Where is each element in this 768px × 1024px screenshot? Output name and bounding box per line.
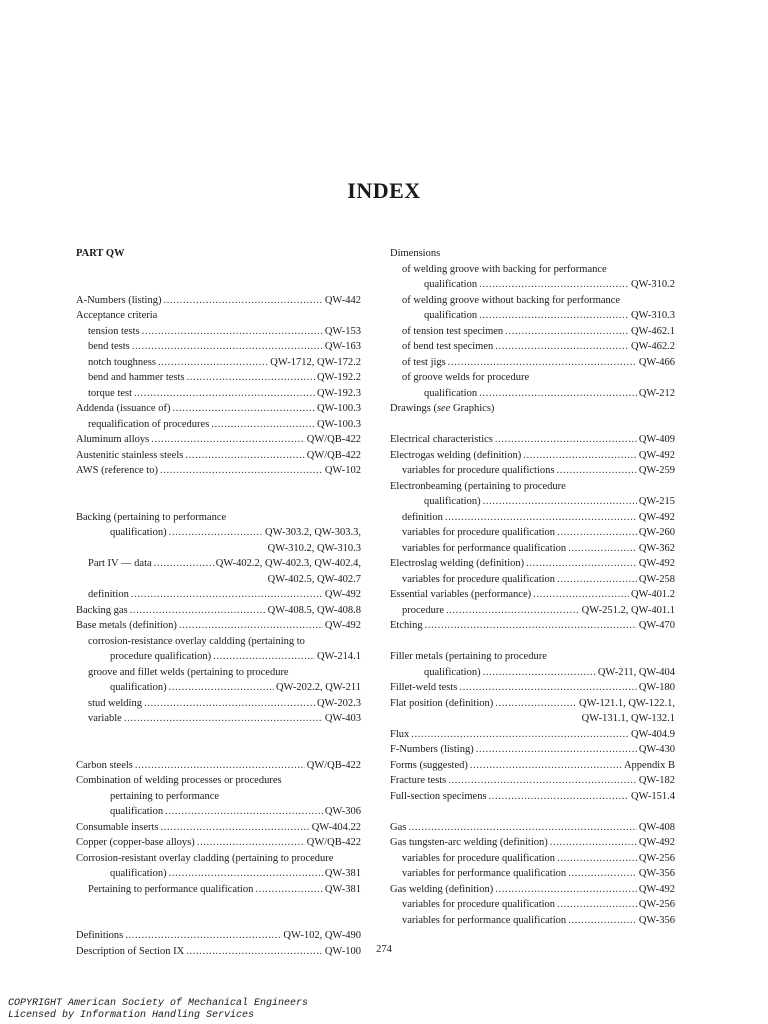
index-entry — [390, 665, 675, 681]
index-entry-reference: QW-121.1, QW-122.1, — [579, 697, 675, 709]
index-entry-reference: QW-182 — [638, 775, 675, 786]
index-entry-reference: QW-151.4 — [630, 790, 675, 802]
index-entry — [390, 603, 675, 619]
index-entry-term: variables for procedure qualification — [402, 527, 556, 538]
page-title: INDEX — [347, 178, 421, 203]
index-entry-reference: QW-202.2, QW-211 — [275, 682, 361, 693]
copyright-notice — [8, 998, 308, 1022]
dot-leader — [533, 587, 629, 603]
dot-leader — [151, 432, 305, 448]
index-entry-term: variables for performance qualification — [402, 542, 567, 554]
index-entry-reference: QW-492 — [638, 883, 675, 895]
index-subject — [76, 851, 361, 867]
index-entry-term: of test jigs — [402, 356, 446, 368]
index-entry-term: Essential variables (performance) — [390, 589, 532, 600]
dot-leader — [255, 882, 323, 898]
index-subject-text: of groove welds for procedure — [402, 372, 530, 383]
index-entry-reference: QW-100 — [324, 945, 361, 957]
dot-leader — [425, 618, 637, 634]
index-entry — [76, 711, 361, 727]
index-entry — [390, 773, 675, 789]
index-entry-reference: QW/QB-422 — [306, 449, 361, 461]
dot-leader — [489, 789, 629, 805]
index-entry-reference: QW-409 — [638, 434, 675, 445]
index-entry — [390, 448, 675, 464]
index-entry-term: F-Numbers (listing) — [390, 744, 474, 755]
dot-leader — [172, 401, 314, 417]
index-subject — [390, 479, 675, 495]
index-entry-term: Etching — [390, 620, 423, 631]
index-entry — [76, 882, 361, 898]
index-entry-term: Part IV — data — [88, 558, 152, 569]
index-entry-term: Base metals (definition) — [76, 620, 177, 631]
index-entry — [76, 866, 361, 882]
spacer — [76, 479, 361, 510]
index-entry-term: Gas tungsten-arc welding (definition) — [390, 837, 548, 848]
index-entry-term: Electrogas welding (definition) — [390, 449, 522, 461]
index-entry-term: Definitions — [76, 930, 124, 941]
index-entry-term: bend and hammer tests — [88, 372, 185, 383]
index-entry-reference: QW-408 — [638, 821, 675, 833]
index-entry — [76, 370, 361, 386]
dot-leader — [550, 835, 637, 851]
index-entry-term: qualification — [424, 279, 478, 290]
index-entry-term: of bend test specimen — [402, 341, 494, 352]
index-entry-reference: QW-492 — [638, 558, 675, 569]
dot-leader — [445, 510, 637, 526]
index-entry — [76, 556, 361, 572]
index-entry — [76, 587, 361, 603]
dot-leader — [557, 525, 637, 541]
dot-leader — [505, 324, 629, 340]
dot-leader — [568, 541, 637, 557]
index-entry-reference: QW-212 — [638, 387, 675, 399]
dot-leader — [479, 308, 629, 324]
index-subject — [390, 246, 675, 262]
index-entry-term: of tension test specimen — [402, 325, 504, 337]
index-entry — [390, 556, 675, 572]
index-entry-term: Carbon steels — [76, 759, 133, 771]
index-subject — [76, 510, 361, 526]
index-entry-term: notch toughness — [88, 356, 156, 368]
index-entry-term: Flux — [390, 728, 410, 740]
index-entry-reference: QW-466 — [638, 356, 675, 368]
dot-leader — [557, 851, 637, 867]
dot-leader — [165, 804, 323, 820]
dot-leader — [197, 835, 305, 851]
index-entry — [390, 339, 675, 355]
index-entry-reference: QW-356 — [638, 914, 675, 926]
index-entry-term: Backing gas — [76, 604, 128, 616]
index-entry-term: variables for procedure qualification — [402, 852, 556, 864]
index-entry — [76, 448, 361, 464]
index-entry — [76, 525, 361, 541]
index-subject-text: corrosion-resistance overlay caldding (pertaining to — [88, 635, 305, 647]
index-subject-text: Corrosion-resistant overlay cladding (pertaining to procedure — [76, 852, 334, 864]
index-entry-reference: QW-401.2 — [630, 589, 675, 600]
index-entry — [390, 835, 675, 851]
index-subject — [390, 401, 675, 417]
index-subject — [390, 370, 675, 386]
index-entry-term: variables for procedure qualification — [402, 899, 556, 910]
dot-leader — [144, 696, 315, 712]
index-entry-reference: QW-462.2 — [630, 341, 675, 352]
index-entry — [390, 882, 675, 898]
index-entry — [76, 401, 361, 417]
index-entry-term: Forms (suggested) — [390, 759, 468, 771]
dot-leader — [132, 339, 323, 355]
dot-leader — [213, 649, 315, 665]
dot-leader — [495, 696, 577, 712]
index-entry-continuation — [76, 541, 361, 557]
dot-leader — [448, 355, 637, 371]
index-entry-term: Fillet-weld tests — [390, 682, 458, 693]
index-entry — [76, 463, 361, 479]
license-line: Licensed by Information Handling Services — [8, 1010, 255, 1021]
index-entry-reference: QW-163 — [324, 341, 361, 352]
dot-leader — [131, 587, 323, 603]
spacer — [390, 804, 675, 820]
spacer — [76, 262, 361, 293]
index-entry-reference: QW/QB-422 — [306, 434, 361, 445]
dot-leader — [169, 866, 323, 882]
dot-leader — [160, 463, 323, 479]
index-entry — [76, 355, 361, 371]
index-entry-reference: QW-211, QW-404 — [597, 666, 675, 678]
index-entry-reference: QW-214.1 — [316, 651, 361, 662]
index-entry — [390, 324, 675, 340]
index-entry — [390, 277, 675, 293]
dot-leader — [124, 711, 323, 727]
index-entry-reference: QW-404.22 — [311, 821, 361, 833]
index-entry — [390, 355, 675, 371]
index-entry-reference: QW-102, QW-490 — [283, 930, 361, 941]
index-entry — [390, 386, 675, 402]
index-entry — [390, 541, 675, 557]
index-entry-term: Austenitic stainless steels — [76, 449, 184, 461]
index-entry — [76, 603, 361, 619]
index-entry-reference: QW-192.3 — [316, 387, 361, 399]
index-entry-reference: QW-402.2, QW-402.3, QW-402.4, — [215, 558, 361, 569]
index-entry — [390, 308, 675, 324]
index-entry-reference: QW-404.9 — [630, 728, 675, 740]
index-subject — [76, 789, 361, 805]
dot-leader — [211, 417, 315, 433]
index-subject-text: Combination of welding processes or procedures — [76, 775, 282, 786]
dot-leader — [476, 742, 637, 758]
index-entry — [390, 866, 675, 882]
dot-leader — [179, 618, 323, 634]
dot-leader — [495, 432, 637, 448]
index-entry — [390, 432, 675, 448]
index-entry-term: definition — [88, 589, 129, 600]
index-entry-term: Copper (copper-base alloys) — [76, 837, 195, 848]
index-entry — [390, 510, 675, 526]
index-subject-text: of welding groove with backing for performance — [402, 263, 607, 275]
index-entry — [390, 572, 675, 588]
index-entry-term: variable — [88, 713, 122, 724]
index-entry-reference: QW-492 — [324, 620, 361, 631]
index-entry — [76, 618, 361, 634]
index-entry — [76, 386, 361, 402]
dot-leader — [408, 820, 636, 836]
index-entry-term: procedure qualification) — [110, 651, 212, 662]
dot-leader — [161, 820, 310, 836]
index-subject — [76, 773, 361, 789]
index-entry — [390, 494, 675, 510]
index-entry — [76, 835, 361, 851]
index-entry-reference: QW-1712, QW-172.2 — [270, 356, 361, 368]
index-entry-term: A-Numbers (listing) — [76, 294, 162, 306]
index-subject-text: of welding groove without backing for performance — [402, 294, 621, 306]
index-entry-term: qualification — [424, 310, 478, 321]
index-subject — [76, 634, 361, 650]
index-entry-term: qualification) — [110, 527, 167, 538]
index-subject — [390, 293, 675, 309]
index-entry — [76, 293, 361, 309]
dot-leader — [158, 355, 268, 371]
section-heading-text: PART QW — [76, 248, 125, 259]
dot-leader — [557, 897, 637, 913]
index-entry — [76, 324, 361, 340]
index-subject — [76, 308, 361, 324]
index-subject-text: Dimensions — [390, 248, 441, 259]
index-entry-reference: QW-180 — [638, 682, 675, 693]
index-entry-reference: Appendix B — [623, 759, 675, 771]
index-entry-term: definition — [402, 511, 443, 523]
page-number: 274 — [376, 944, 392, 955]
index-entry-reference: QW-256 — [638, 899, 675, 910]
index-entry-reference: QW-492 — [638, 837, 675, 848]
index-entry-reference: QW-258 — [638, 573, 675, 585]
index-entry-reference: QW-153 — [324, 325, 361, 337]
section-heading — [76, 246, 361, 262]
dot-leader — [479, 386, 637, 402]
index-entry — [390, 820, 675, 836]
index-entry-term: Addenda (issuance of) — [76, 403, 171, 414]
index-entry-term: requalification of procedures — [88, 418, 210, 430]
index-subject-text: Acceptance criteria — [76, 310, 158, 321]
copyright-line: COPYRIGHT American Society of Mechanical Engineers — [8, 998, 309, 1009]
index-entry-term: Electroslag welding (definition) — [390, 558, 525, 569]
index-entry-term: Flat position (definition) — [390, 697, 494, 709]
index-entry-term: Gas welding (definition) — [390, 883, 494, 895]
dot-leader — [134, 386, 315, 402]
index-entry-term: qualification — [110, 806, 164, 817]
index-entry-term: stud welding — [88, 697, 142, 709]
dot-leader — [169, 525, 263, 541]
index-entry — [76, 649, 361, 665]
index-entry-reference: QW-430 — [638, 744, 675, 755]
index-entry-term: Aluminum alloys — [76, 434, 150, 445]
spacer — [76, 727, 361, 758]
dot-leader — [135, 758, 305, 774]
index-entry-reference: QW-102 — [324, 465, 361, 476]
index-entry — [76, 820, 361, 836]
index-entry-term: variables for procedure qualification — [402, 573, 556, 585]
index-entry-reference: QW-442 — [324, 294, 361, 306]
index-subject — [390, 649, 675, 665]
index-entry-term: qualification — [424, 387, 478, 399]
index-entry — [76, 680, 361, 696]
index-subject-text: Filler metals (pertaining to procedure — [390, 651, 547, 662]
index-entry-term: Description of Section IX — [76, 945, 185, 957]
dot-leader — [411, 727, 629, 743]
dot-leader — [125, 928, 281, 944]
index-entry — [76, 417, 361, 433]
index-entry-continuation — [76, 572, 361, 588]
index-subject — [76, 665, 361, 681]
index-entry — [76, 432, 361, 448]
index-entry-continuation — [390, 711, 675, 727]
index-entry-reference: QW-381 — [324, 868, 361, 879]
index-subject-text: Drawings (see Graphics) — [390, 403, 495, 414]
index-column-right — [390, 246, 675, 928]
index-entry-reference: QW-310.2, QW-310.3 — [267, 542, 361, 554]
spacer — [390, 634, 675, 650]
dot-leader — [154, 556, 214, 572]
index-entry-reference: QW-215 — [638, 496, 675, 507]
index-entry-reference: QW-259 — [638, 465, 675, 476]
dot-leader — [470, 758, 622, 774]
index-entry — [390, 913, 675, 929]
index-entry-term: procedure — [402, 604, 444, 616]
index-entry-term: variables for performance qualification — [402, 914, 567, 926]
index-entry — [390, 696, 675, 712]
index-entry — [76, 696, 361, 712]
index-entry-reference: QW-100.3 — [316, 403, 361, 414]
index-entry-reference: QW-256 — [638, 852, 675, 864]
index-entry — [390, 587, 675, 603]
index-entry-reference: QW-260 — [638, 527, 675, 538]
index-entry-reference: QW-251.2, QW-401.1 — [581, 604, 675, 616]
index-entry-term: Full-section specimens — [390, 790, 487, 802]
index-entry-term: bend tests — [88, 341, 130, 352]
index-entry — [390, 463, 675, 479]
dot-leader — [169, 680, 274, 696]
index-entry-term: qualification) — [110, 868, 167, 879]
index-entry-term: qualification) — [110, 682, 167, 693]
index-entry-reference: QW-402.5, QW-402.7 — [267, 573, 361, 585]
index-entry-term: tension tests — [88, 325, 140, 337]
dot-leader — [568, 866, 637, 882]
index-entry-term: qualification) — [424, 496, 481, 507]
index-entry-term: Pertaining to performance qualification — [88, 883, 254, 895]
index-entry — [76, 928, 361, 944]
dot-leader — [523, 448, 637, 464]
index-entry-reference: QW-492 — [638, 449, 675, 461]
index-entry-reference: QW-303.2, QW-303.3, — [265, 527, 361, 538]
index-entry-reference: QW-100.3 — [316, 418, 361, 430]
index-entry-reference: QW-462.1 — [630, 325, 675, 337]
dot-leader — [483, 494, 637, 510]
index-entry-reference: QW-192.2 — [316, 372, 361, 383]
index-entry-term: torque test — [88, 387, 133, 399]
index-entry-term: AWS (reference to) — [76, 465, 158, 476]
index-subject — [390, 262, 675, 278]
index-entry-reference: QW/QB-422 — [306, 759, 361, 771]
dot-leader — [130, 603, 266, 619]
dot-leader — [568, 913, 637, 929]
index-entry-term: Fracture tests — [390, 775, 447, 786]
index-entry-reference: QW-362 — [638, 542, 675, 554]
index-entry — [390, 897, 675, 913]
index-entry-reference: QW-408.5, QW-408.8 — [267, 604, 361, 616]
index-subject-text: pertaining to performance — [110, 790, 220, 802]
index-entry — [76, 758, 361, 774]
spacer — [390, 417, 675, 433]
index-entry-reference: QW-131.1, QW-132.1 — [581, 713, 675, 724]
dot-leader — [163, 293, 322, 309]
dot-leader — [483, 665, 596, 681]
index-entry — [390, 789, 675, 805]
index-subject-text: Backing (pertaining to performance — [76, 511, 227, 523]
index-entry — [390, 680, 675, 696]
index-entry — [390, 525, 675, 541]
index-entry-term: variables for performance qualification — [402, 868, 567, 879]
index-entry — [390, 618, 675, 634]
index-entry-term: Electrical characteristics — [390, 434, 493, 445]
dot-leader — [479, 277, 629, 293]
index-entry-reference: QW-310.3 — [630, 310, 675, 321]
index-entry — [76, 804, 361, 820]
index-entry-reference: QW-306 — [324, 806, 361, 817]
index-entry-reference: QW-356 — [638, 868, 675, 879]
index-entry-term: variables for procedure qualifictions — [402, 465, 555, 476]
index-entry — [390, 742, 675, 758]
dot-leader — [448, 773, 637, 789]
dot-leader — [526, 556, 637, 572]
dot-leader — [142, 324, 323, 340]
index-entry — [390, 851, 675, 867]
index-entry-reference: QW/QB-422 — [306, 837, 361, 848]
dot-leader — [185, 448, 304, 464]
index-entry-reference: QW-310.2 — [630, 279, 675, 290]
index-entry-term: Consumable inserts — [76, 821, 159, 833]
index-entry-reference: QW-381 — [324, 883, 361, 895]
dot-leader — [495, 882, 637, 898]
dot-leader — [556, 463, 636, 479]
index-entry-reference: QW-202.3 — [316, 697, 361, 709]
index-subject-text: groove and fillet welds (pertaining to procedure — [88, 666, 289, 678]
index-entry-reference: QW-403 — [324, 713, 361, 724]
dot-leader — [446, 603, 580, 619]
index-entry-term: Gas — [390, 821, 407, 833]
index-entry-reference: QW-492 — [324, 589, 361, 600]
dot-leader — [557, 572, 637, 588]
index-subject-text: Electronbeaming (pertaining to procedure — [390, 480, 566, 492]
index-entry-term: qualification) — [424, 666, 481, 678]
dot-leader — [495, 339, 629, 355]
index-entry-reference: QW-470 — [638, 620, 675, 631]
index-entry — [390, 727, 675, 743]
index-entry — [76, 339, 361, 355]
index-column-left — [76, 246, 361, 959]
dot-leader — [187, 370, 315, 386]
spacer — [76, 897, 361, 928]
index-entry — [390, 758, 675, 774]
index-entry-reference: QW-492 — [638, 511, 675, 523]
dot-leader — [459, 680, 636, 696]
